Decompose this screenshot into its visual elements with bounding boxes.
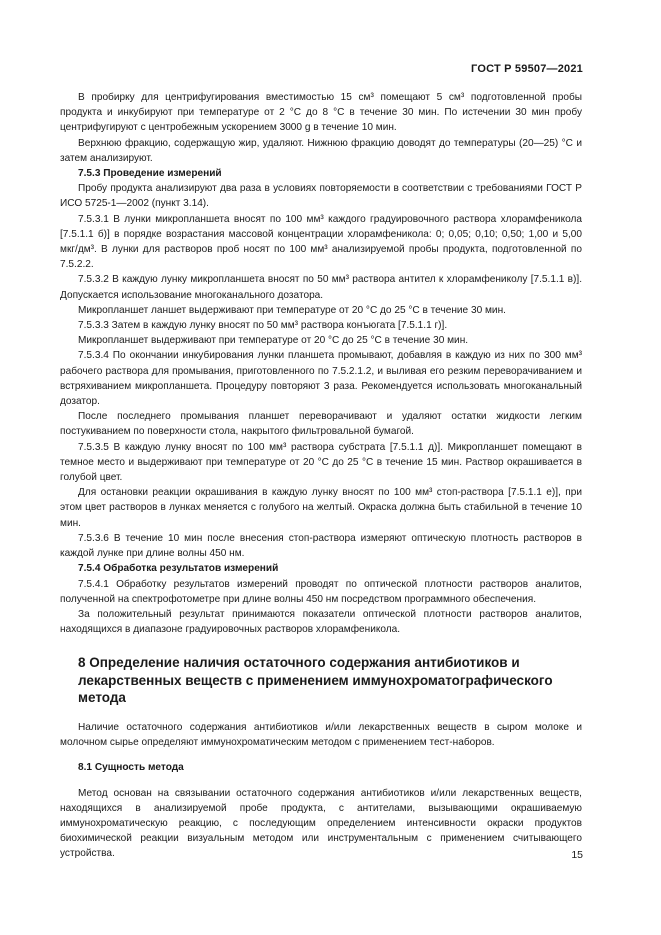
paragraph: Верхнюю фракцию, содержащую жир, удаляют. Нижнюю фракцию доводят до температуры (20—25) °С и затем анализируют. — [60, 137, 582, 164]
paragraph: 7.5.3.2 В каждую лунку микропланшета вносят по 50 мм³ раствора антител к хлорамфениколу [7.5.1.1 в)]. Допускается использование многоканального дозатора. — [60, 274, 582, 301]
paragraph: В пробирку для центрифугирования вместимостью 15 см³ помещают 5 см³ подготовленной пробы продукта и инкубируют при температуре от 2 °С до 8 °С в течение 30 мин. По истечении 30 мин пробу центрифугируют с центробежным ускорением 3000 g в течение 10 мин. — [60, 92, 582, 134]
section-heading-8: 8 Определение наличия остаточного содержания антибиотиков и лекарственных веществ с применением иммунохроматографического метода — [78, 655, 553, 706]
paragraph: За положительный результат принимаются показатели оптической плотности растворов аналитов, находящихся в диапазоне градуировочных растворов хлорамфеникола. — [60, 608, 582, 636]
paragraph: 7.5.3.4 По окончании инкубирования лунки планшета промывают, добавляя в каждую из них по 300 мм³ рабочего раствора для промывания, приготовленного по 7.5.2.1.2, и выливая его резким переворачиванием и встряхиванием микропланшета. Процедуру повторяют 3 раза. Рекомендуется использовать многоканальный дозатор. — [60, 350, 582, 408]
paragraph: После последнего промывания планшет переворачивают и удаляют остатки жидкости легким постукиванием по поверхности стола, накрытого фильтровальной бумагой. — [60, 411, 582, 438]
subsection-heading-8-1: 8.1 Сущность метода — [78, 762, 184, 774]
paragraph: Для остановки реакции окрашивания в каждую лунку вносят по 100 мм³ стоп-раствора [7.5.1.1 е)], при этом цвет растворов в лунках меняется с голубого на желтый. Окраска должна быть стабильной в течение 10 мин. — [60, 487, 582, 529]
paragraph: Пробу продукта анализируют два раза в условиях повторяемости в соответствии с требованиями ГОСТ Р ИСО 5725-1—2002 (пункт 3.14). — [60, 183, 582, 210]
paragraph: 7.5.3.5 В каждую лунку вносят по 100 мм³ раствора субстрата [7.5.1.1 д)]. Микропланшет помещают в темное место и выдерживают при температуре от 20 °С до 25 °С в течение 15 мин. Раствор окрашивается в голубой цвет. — [60, 441, 582, 484]
paragraph: 7.5.3.6 В течение 10 мин после внесения стоп-раствора измеряют оптическую плотность растворов в каждой лунке при длине волны 450 нм. — [60, 532, 582, 560]
paragraph: 7.5.3.1 В лунки микропланшета вносят по 100 мм³ каждого градуировочного раствора хлорамфеникола [7.5.1.1 б)] в порядке возрастания массовой концентрации хлорамфеникола: 0; 0,05; 0,10; 0,50; 1,00 и 5,00 мкг/дм³. В лунки для растворов проб носят по 100 мм³ анализируемой пробы продукта, подготовленной по 7.5.2.2. — [60, 213, 582, 271]
paragraph: Микропланшет ланшет выдерживают при температуре от 20 °С до 25 °С в течение 30 мин. — [78, 304, 506, 316]
paragraph: Микропланшет выдерживают при температуре от 20 °С до 25 °С в течение 30 мин. — [78, 335, 469, 347]
paragraph: Наличие остаточного содержания антибиотиков и/или лекарственных веществ в сыром молоке и молочном сырье определяют иммунохроматическим методом с применением тест-наборов. — [60, 722, 582, 749]
subsection-heading-7-5-3: 7.5.3 Проведение измерений — [78, 168, 222, 180]
paragraph: 7.5.4.1 Обработку результатов измерений проводят по оптической плотности растворов аналитов, полученной на спектрофотометре при длине волны 450 нм посредством программного обеспечения. — [60, 578, 582, 605]
page-header: ГОСТ Р 59507—2021 — [471, 63, 583, 75]
subsection-heading-7-5-4: 7.5.4 Обработка результатов измерений — [78, 563, 279, 575]
paragraph: 7.5.3.3 Затем в каждую лунку вносят по 50 мм³ раствора конъюгата [7.5.1.1 г)]. — [78, 320, 448, 332]
page-number: 15 — [571, 849, 583, 861]
document-body — [60, 90, 582, 862]
paragraph: Метод основан на связывании остаточного содержания антибиотиков и/или лекарственных веществ, находящихся в анализируемой пробе продукта, с антителами, вызывающими окрашиваемую иммунохроматическую реакцию, с последующим определением интенсивности окраски продуктов биохимической реакции визуальным методом или инструментальным с применением считывающего устройства. — [60, 787, 582, 860]
